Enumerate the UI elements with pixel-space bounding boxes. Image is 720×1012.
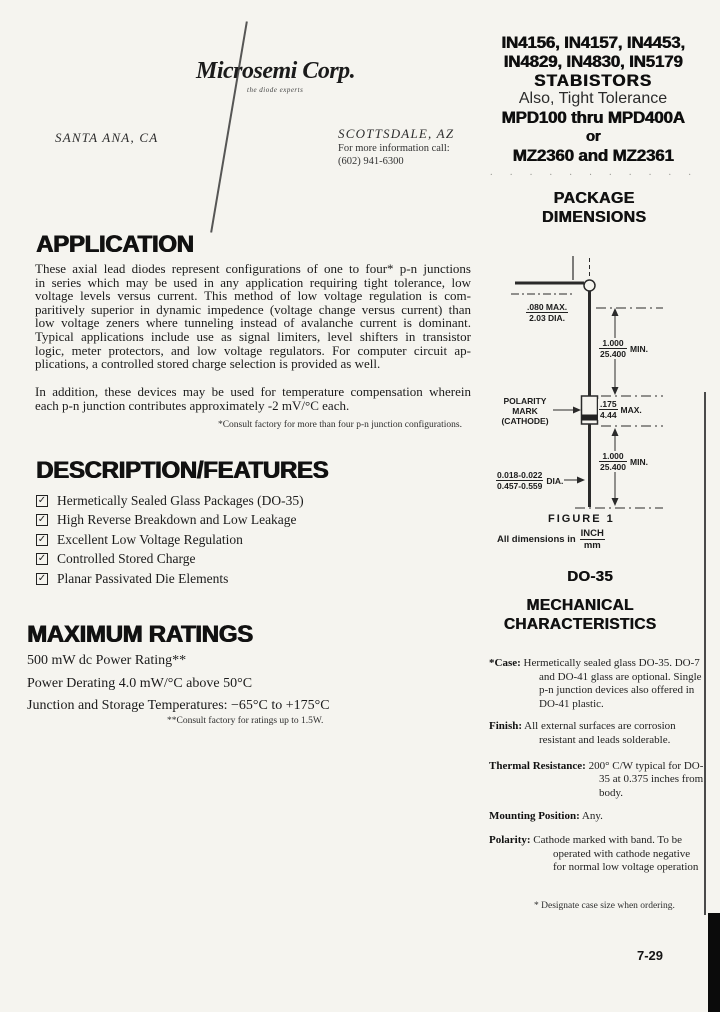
package-name: DO-35 [567,568,613,585]
dim-body-inch: .175 [600,399,617,409]
checkbox-icon: ✓ [37,553,47,565]
features-title: DESCRIPTION/FEATURES [36,457,329,484]
part-numbers-line2: IN4829, IN4830, IN5179 [503,52,683,71]
polarity-line2: MARK [512,406,538,416]
dimensions-note-text: All dimensions in [497,534,576,545]
application-p1-line: Typical applications include use as signal limiters, level shifters in transistor [35,328,471,344]
mech-label-case: *Case: [489,657,521,669]
address-scottsdale: SCOTTSDALE, AZ [338,126,455,141]
application-p1-line: plications, a controlled stored charge selection is provided as well. [35,356,381,372]
mech-text-polarity: Cathode marked with band. To be operated with cathode negative for normal low voltage operation [533,833,699,874]
feature-item [36,569,304,589]
package-dimensions-title [480,189,708,227]
or-label: or [585,128,601,145]
application-p2-line: each p-n junction contributes approximately -2 mV/°C each. [35,397,350,413]
package-dimensions-title-line1: PACKAGE [553,190,635,207]
checkbox-icon: ✓ [37,533,47,545]
dim-body-length [598,399,643,420]
company-logo: Microsemi Corp. [196,58,356,84]
dim-top-lead-inch: 1.000 [599,338,627,349]
mech-entry-finish [489,720,705,747]
dim-wire-mm: 0.457-0.559 [497,481,543,491]
feature-label: Planar Passivated Die Elements [57,570,229,586]
application-p2-line: In addition, these devices may be used for temperature compensation wherein [35,384,471,399]
part-numbers-line1: IN4156, IN4157, IN4453, [501,33,685,52]
mechanical-title [470,596,690,634]
dim-wire-qualifier: DIA. [546,475,564,486]
dim-bottom-lead-mm: 25.400 [600,462,626,472]
dim-top-lead-length [598,338,649,359]
application-footnote: *Consult factory for more than four p-n junction configurations. [217,420,462,430]
contact-phone: (602) 941-6300 [338,156,404,167]
mech-entry-thermal [489,760,705,801]
dim-lead-bend-mm: 2.03 DIA. [529,313,566,323]
dim-lead-bend [525,302,569,323]
dim-body-qualifier: MAX. [620,404,642,415]
mz-range-label: MZ2360 and MZ2361 [512,146,674,165]
feature-item [36,491,304,511]
dim-lead-bend-inch: .080 MAX. [527,302,568,312]
dim-top-lead-qualifier: MIN. [630,343,648,354]
mech-entry-mounting [489,810,705,824]
ratings-footnote: **Consult factory for ratings up to 1.5W. [167,716,324,726]
page-number: 7-29 [637,948,664,963]
mech-label-finish: Finish: [489,720,523,733]
tolerance-note: Also, Tight Tolerance [518,90,668,107]
dim-bottom-lead-inch: 1.000 [599,451,627,462]
dim-top-lead-mm: 25.400 [600,349,626,359]
mech-label-mounting: Mounting Position: [489,810,580,823]
mechanical-footnote: * Designate case size when ordering. [534,901,675,911]
part-number-header [477,33,709,165]
dim-wire-diameter [495,470,564,491]
application-p1-line: in series which may be used in any application requiring tight tolerance, low [35,274,471,290]
pen-mark-line [210,21,248,232]
scan-edge-bar [708,913,720,1012]
ratings-list [27,650,330,718]
mech-text-thermal: 200° C/W typical for DO-35 at 0.375 inches from body. [588,759,704,799]
feature-label: Excellent Low Voltage Regulation [57,531,243,547]
dimensions-unit-inch: INCH [580,528,604,539]
checkbox-icon: ✓ [37,494,47,506]
figure-caption: FIGURE 1 [548,513,615,525]
feature-label: Controlled Stored Charge [57,551,196,567]
mech-entry-case [489,657,705,711]
rating-line: Power Derating 4.0 mW/°C above 50°C [27,675,253,691]
application-p1-line: voltage levels versus current. This method of low voltage regulation is com- [35,288,471,304]
mpd-range-label: MPD100 thru MPD400A [501,108,685,127]
dimensions-note [497,528,605,551]
application-title: APPLICATION [36,231,194,258]
polarity-mark-label [497,396,553,426]
polarity-line1: POLARITY [503,396,547,406]
address-santa-ana: SANTA ANA, CA [55,130,159,145]
dimensions-unit-mm: mm [583,540,601,551]
contact-info-line1: For more information call: [338,143,450,154]
mech-text-mounting: Any. [581,810,603,823]
application-p1-line: low voltage zeners where tunneling instead of avalanche current is dominant. [35,315,471,331]
mech-label-thermal: Thermal Resistance: [489,759,586,772]
feature-item [36,511,304,531]
mech-text-finish: All external surfaces are corrosion resistant and leads solderable. [524,720,676,746]
application-paragraph-1 [35,262,471,371]
rating-line: 500 mW dc Power Rating** [27,653,187,668]
application-p1-line: paritively superior in dynamic impedence (voltage change versus current) than [35,301,471,317]
feature-label: High Reverse Breakdown and Low Leakage [57,512,297,528]
checkbox-icon: ✓ [37,514,47,526]
scan-edge-line [704,392,706,915]
ratings-title: MAXIMUM RATINGS [27,621,253,648]
application-paragraph-2 [35,385,471,412]
feature-label: Hermetically Sealed Glass Packages (DO-35) [57,492,304,508]
dim-bottom-lead-length [598,451,649,472]
mech-text-case: Hermetically sealed glass DO-35. DO-7 and DO-41 glass are optional. Single p-n junction devices also offered in DO-41 plastic. [523,657,702,710]
mechanical-title-line1: MECHANICAL [526,597,634,614]
rating-line: Junction and Storage Temperatures: −65°C to +175°C [27,698,330,713]
mech-label-polarity: Polarity: [489,833,531,846]
mech-entry-polarity [489,834,705,875]
polarity-line3: (CATHODE) [501,416,549,426]
package-figure [495,250,710,550]
dim-body-mm: 4.44 [600,410,617,420]
dim-wire-inch: 0.018-0.022 [497,470,543,480]
features-list [36,491,304,589]
mechanical-title-line2: CHARACTERISTICS [503,616,657,633]
stabistors-label: STABISTORS [534,71,652,90]
mechanical-characteristics [489,657,705,884]
feature-item [36,550,304,570]
package-dimensions-title-line2: DIMENSIONS [541,209,647,226]
scan-artifact-dots: · · · · · · · · · · · [489,170,699,181]
application-p1-line: These axial lead diodes represent configurations of one to four* p-n junctions [35,261,471,276]
feature-item [36,530,304,550]
application-p1-line: logic, meter protectors, and low voltage regulators. For computer circuit ap- [35,342,471,358]
checkbox-icon: ✓ [37,572,47,584]
logo-tagline: the diode experts [247,86,304,94]
dim-bottom-lead-qualifier: MIN. [630,456,648,467]
